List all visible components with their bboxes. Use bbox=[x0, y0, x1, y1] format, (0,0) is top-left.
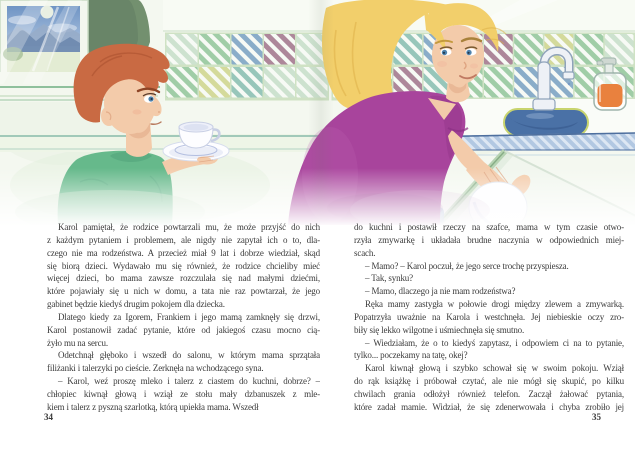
text-line: gabinet będzie kiedyś drugim pokojem dla dziecka. bbox=[47, 299, 225, 310]
kitchen-tile bbox=[167, 67, 198, 98]
kitchen-tile bbox=[167, 34, 198, 65]
text-line: – Mamo, dlaczego ja nie mam rodzeństwa? bbox=[365, 286, 516, 297]
text-line: Ręka mamy zastygła w połowie drogi między zlewem a zmywarką. bbox=[365, 299, 624, 310]
text-line: scach. bbox=[354, 247, 376, 258]
text-line: się biorą dzieci. Wydawało mu się również, że rodzice chcieliby mieć bbox=[47, 260, 320, 271]
boy-ear bbox=[101, 106, 117, 126]
text-line: biły się lekko wilgotne i uśmiechnęła się smutno. bbox=[354, 324, 525, 335]
kitchen-tile bbox=[199, 67, 230, 98]
text-line: czego nie ma rodzeństwa. A przecież miał 9 lat i dobrze wiedział, skąd bbox=[47, 247, 320, 258]
text-line: Popatrzyła uważnie na Karola i westchnęła. Jej niebieskie oczy zro- bbox=[354, 311, 624, 322]
kitchen-tile bbox=[484, 67, 513, 98]
text-line: żyło mu na sercu. bbox=[47, 337, 108, 348]
text-line: Odetchnął głęboko i wszedł do salonu, w którym mama sprzątała bbox=[58, 350, 320, 361]
text-line: Karol postanowił zadać pytanie, które od jakiegoś czasu mocno cią- bbox=[47, 324, 320, 335]
text-line: Karol pamiętał, że rodzice powtarzali mu, że może przyjść do nich bbox=[58, 222, 320, 232]
kitchen-tile bbox=[575, 34, 604, 65]
page-left-text bbox=[47, 221, 320, 414]
text-line: kiem i talerz z pyszną szarlotką, którą upiekła mama. Wszedł bbox=[47, 401, 259, 412]
text-line: rzyła zmywarkę i układała brudne naczynia w odpowiednich miej- bbox=[354, 234, 624, 245]
kitchen-tile bbox=[264, 34, 295, 65]
text-line: więcej dzieci, bo mama zawsze rozczulała się nad małymi dziećmi, bbox=[47, 273, 320, 284]
text-line: – Mamo? – Karol poczuł, że jego serce trochę przyspiesza. bbox=[365, 260, 569, 271]
kitchen-tile bbox=[199, 34, 230, 65]
text-line: z każdym pytaniem i problemem, ale nigdy nie zapytał ich o to, dla- bbox=[47, 234, 320, 245]
text-line: – Wiedziałam, że o to kiedyś zapytasz, i odpowiem ci na to pytanie, bbox=[365, 337, 624, 348]
text-line: które pojawiały się u nich w domu, a tata nie raz powtarzał, że jego bbox=[47, 286, 320, 297]
text-line: chwilach grania odłożył również telefon. Zaczął żałować pytania, bbox=[354, 388, 624, 399]
text-line: – Karol, weź proszę mleko i talerz z ciastem do kuchni, dobrze? – bbox=[58, 376, 320, 387]
kitchen-tile bbox=[232, 67, 263, 98]
text-line: do kuchni i postawił rzeczy na szafce, mama w tym czasie otwo- bbox=[354, 222, 624, 232]
text-line: filiżanki i talerzyki po cieście. Zerknęła na wchodzącego syna. bbox=[47, 363, 264, 374]
text-line: Dlatego kiedy za Igorem, Frankiem i jego mamą zamknęły się drzwi, bbox=[58, 311, 320, 322]
bottom-fade bbox=[0, 168, 635, 225]
text-line: Karol kiwnął głową i szybko schował się w swoim pokoju. Wziął bbox=[365, 363, 624, 374]
kitchen-tile bbox=[232, 34, 263, 65]
sink bbox=[504, 109, 588, 136]
kitchen-tile bbox=[264, 67, 295, 98]
page-number-right: 35 bbox=[592, 412, 601, 422]
text-line: do rąk książkę i próbował czytać, ale nie mógł się skupić, po kilku bbox=[354, 376, 624, 387]
text-line: tylko... poczekamy na tatę, okej? bbox=[354, 350, 468, 361]
text-line: chłopiec kiwnął głową i wziął ze stołu mały dzbanuszek z mle- bbox=[47, 388, 320, 399]
text-line: które zadał mamie. Widział, że się zdenerwowała i chyba zrobiło jej bbox=[354, 401, 624, 412]
kitchen-tile bbox=[484, 34, 513, 65]
kitchen-tile bbox=[514, 34, 543, 65]
page-number-left: 34 bbox=[44, 412, 53, 422]
page-right-text bbox=[354, 221, 624, 414]
text-line: – Tak, synku? bbox=[365, 273, 413, 284]
